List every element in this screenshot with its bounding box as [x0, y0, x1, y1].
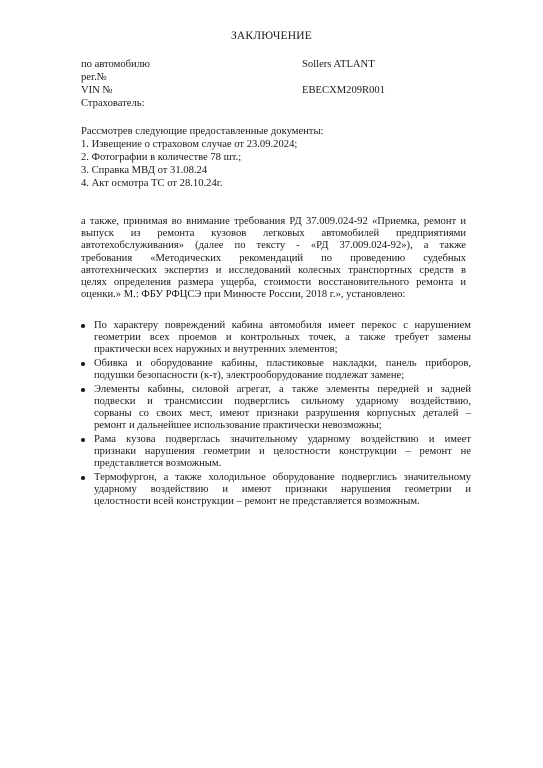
intro-text: Рассмотрев следующие предоставленные документы:: [81, 126, 324, 137]
document-item-1: 1. Извещение о страховом случае от 23.09.2024;: [81, 139, 298, 150]
list-item-line: ремонт и дальнейшее использование практически невозможны;: [94, 420, 382, 432]
field-value-vehicle: Sollers ATLANT: [302, 59, 375, 70]
field-label-reg: рег.№: [81, 72, 107, 83]
list-item-line: практически всех наружных и внутренних элементов;: [94, 344, 338, 356]
list-item-line: целостности всей конструкции – ремонт не представляется возможным.: [94, 496, 420, 508]
list-item-line: подвески и трансмиссии подверглись сильному ударному воздействию,: [94, 396, 471, 407]
field-label-vin: VIN №: [81, 85, 113, 96]
paragraph-line: а также, принимая во внимание требования РД 37.009.024-92 «Приемка, ремонт и: [81, 216, 466, 227]
document-title: ЗАКЛЮЧЕНИЕ: [230, 30, 313, 42]
findings-paragraph: [81, 216, 466, 301]
list-item-line: Элементы кабины, силовой агрегат, а также элементы передней и задней: [94, 383, 471, 395]
paragraph-line: целях определения размера ущерба, стоимости восстановительного ремонта и: [81, 277, 466, 289]
document-item-3: 3. Справка МВД от 31.08.24: [81, 165, 208, 176]
list-item-line: представляется возможным.: [94, 458, 222, 470]
list-item-line: признаки нарушения геометрии и целостности конструкции – ремонт не: [94, 446, 471, 458]
list-item-line: Рама кузова подверглась значительному ударному воздействию и имеет: [94, 434, 471, 445]
bullet-dot-icon: [81, 362, 85, 366]
list-item-line: По характеру повреждений кабина автомобиля имеет перекос с нарушением: [94, 320, 471, 331]
field-value-vin: EBECXM209R001: [302, 85, 385, 96]
list-item: [81, 320, 471, 357]
paragraph-line: выпуск из ремонта кузовов легковых автомобилей предприятиями: [81, 228, 466, 240]
paragraph-line: требования «Методических рекомендаций по проведению судебных: [81, 252, 466, 264]
paragraph-line: автотехобслуживания» (далее по тексту - «РД 37.009.024-92»), а также: [81, 240, 466, 252]
document-item-4: 4. Акт осмотра ТС от 28.10.24г.: [81, 178, 223, 189]
list-item: [81, 472, 471, 509]
list-item-line: сорваны со своих мест, имеют признаки разрушения корпусных деталей –: [94, 408, 471, 420]
field-label-vehicle: по автомобилю: [81, 59, 150, 70]
paragraph-line: оценки.» М.: ФБУ РФЦСЭ при Минюсте России, 2018 г.», установлено:: [81, 289, 406, 301]
list-item: [81, 358, 471, 382]
findings-list: [81, 320, 471, 510]
bullet-dot-icon: [81, 476, 85, 480]
field-label-insured: Страхователь:: [81, 98, 145, 109]
list-item-line: Обивка и оборудование кабины, пластиковые накладки, панель приборов,: [94, 358, 471, 369]
bullet-dot-icon: [81, 388, 85, 392]
paragraph-line: автотехнических экспертиз и исследований колесных транспортных средств в: [81, 264, 466, 276]
list-item-line: геометрии всех проемов и контрольных точек, а также требует замены: [94, 332, 471, 344]
list-item-line: Термофургон, а также холодильное оборудование подверглись значительному: [94, 472, 471, 483]
list-item-line: подушки безопасности (к-т), электрооборудование подлежат замене;: [94, 370, 405, 382]
document-item-2: 2. Фотографии в количестве 78 шт.;: [81, 152, 242, 163]
bullet-dot-icon: [81, 438, 85, 442]
list-item-line: ударному воздействию и имеют признаки нарушения геометрии и: [94, 484, 471, 496]
list-item: [81, 434, 471, 471]
bullet-dot-icon: [81, 324, 85, 328]
list-item: [81, 384, 471, 433]
